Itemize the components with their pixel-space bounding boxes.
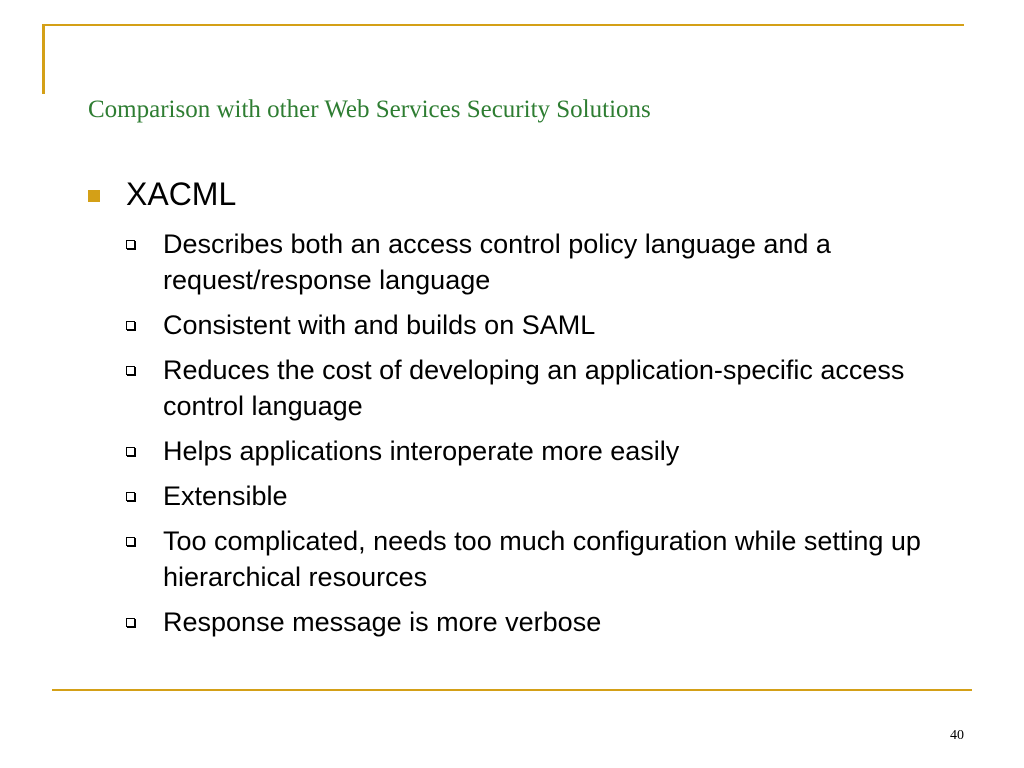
hollow-square-bullet-icon bbox=[126, 492, 135, 501]
sub-bullet-item bbox=[126, 352, 946, 424]
hollow-square-bullet-icon bbox=[126, 537, 135, 546]
sub-bullet-text: Too complicated, needs too much configuration while setting up hierarchical resources bbox=[163, 526, 921, 592]
sub-bullet-item bbox=[126, 604, 946, 640]
sub-bullet-text: Reduces the cost of developing an application-specific access control language bbox=[163, 355, 905, 421]
sub-bullet-text: Helps applications interoperate more easily bbox=[163, 436, 680, 466]
sub-bullet-text: Describes both an access control policy language and a request/response language bbox=[163, 229, 831, 295]
sub-bullet-text: Response message is more verbose bbox=[163, 607, 602, 637]
hollow-square-bullet-icon bbox=[126, 321, 135, 330]
slide-title: Comparison with other Web Services Security Solutions bbox=[88, 96, 651, 123]
footer-divider bbox=[52, 689, 972, 691]
sub-bullet-list bbox=[126, 226, 946, 649]
sub-bullet-item bbox=[126, 478, 946, 514]
sub-bullet-item bbox=[126, 523, 946, 595]
hollow-square-bullet-icon bbox=[126, 366, 135, 375]
page-number: 40 bbox=[950, 728, 964, 743]
hollow-square-bullet-icon bbox=[126, 447, 135, 456]
hollow-square-bullet-icon bbox=[126, 240, 135, 249]
frame-top-line bbox=[42, 24, 964, 26]
sub-bullet-text: Extensible bbox=[163, 481, 288, 511]
hollow-square-bullet-icon bbox=[126, 618, 135, 627]
sub-bullet-item bbox=[126, 226, 946, 298]
sub-bullet-item bbox=[126, 433, 946, 469]
sub-bullet-text: Consistent with and builds on SAML bbox=[163, 310, 596, 340]
sub-bullet-item bbox=[126, 307, 946, 343]
frame-left-line bbox=[42, 24, 45, 94]
main-bullet bbox=[88, 176, 236, 213]
main-bullet-text: XACML bbox=[126, 176, 237, 212]
square-bullet-icon bbox=[88, 190, 100, 202]
